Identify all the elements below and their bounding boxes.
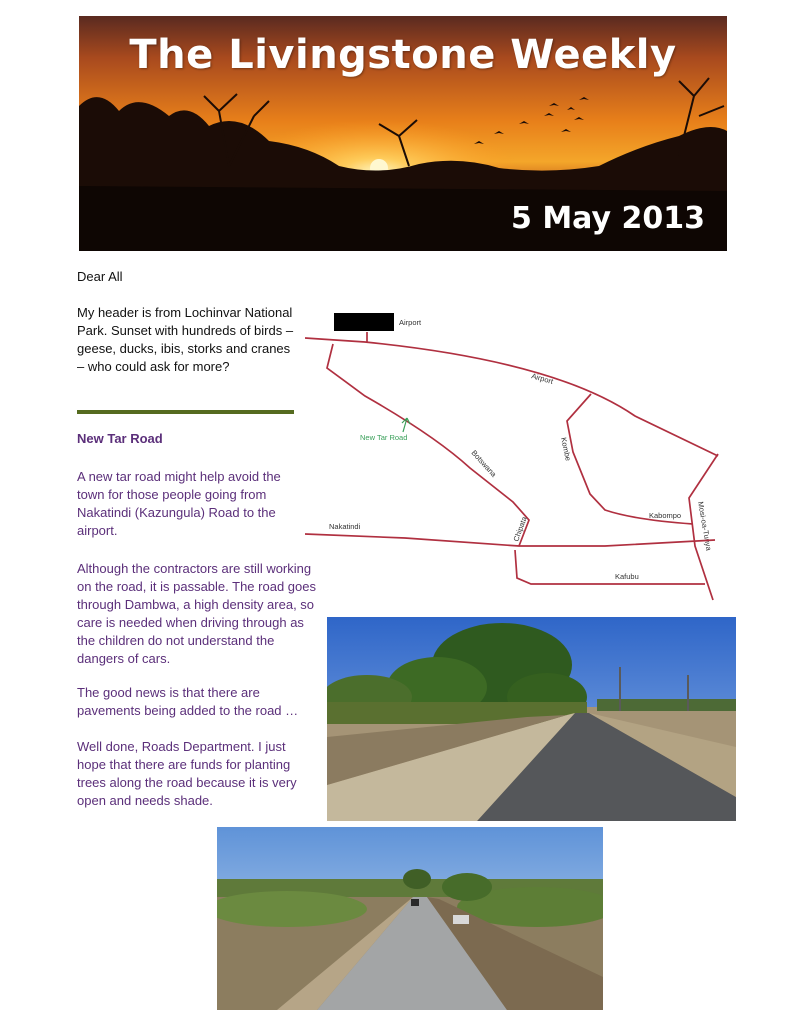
map-label-nakatindi: Nakatindi: [329, 522, 361, 531]
greeting: Dear All: [77, 269, 123, 284]
paragraph: Although the contractors are still working on the road, it is passable. The road goes through Dambwa, a high density area, so care is needed when driving through as the children do not understand the dangers of cars.: [77, 561, 316, 666]
road-photo-1: [327, 617, 736, 821]
map-label-kombe: Kombe: [559, 436, 573, 462]
header-banner: [79, 16, 727, 251]
map-label-chipata: Chipata: [511, 515, 529, 543]
new-road-arrow: [402, 418, 410, 432]
road-kafubu: [515, 550, 705, 584]
map-label-botswana: Botswana: [469, 448, 499, 479]
section-title: New Tar Road: [77, 431, 163, 446]
road-botswana: [327, 344, 529, 546]
road-nakatindi: [305, 534, 715, 546]
paragraph: Well done, Roads Department. I just hope that there are funds for planting trees along the road because it is very open and needs shade.: [77, 739, 297, 808]
map-label-airport-road: Airport: [530, 371, 555, 387]
redacted-box: [334, 313, 394, 331]
map-label-airport-top: Airport: [399, 318, 422, 327]
road-photo-2: [217, 827, 603, 1010]
paragraph: The good news is that there are pavements being added to the road …: [77, 685, 299, 718]
paragraph: A new tar road might help avoid the town for those people going from Nakatindi (Kazungula) Road to the airport.: [77, 469, 281, 538]
newsletter-title: The Livingstone Weekly: [129, 32, 677, 78]
road-map: [305, 306, 725, 602]
section-divider: [77, 410, 294, 414]
map-label-kafubu: Kafubu: [615, 572, 639, 581]
map-label-kabompo: Kabompo: [649, 511, 682, 520]
map-label-mosi-oa-tunya: Mosi-oa-Tunya: [696, 500, 714, 552]
intro-paragraph: My header is from Lochinvar National Park. Sunset with hundreds of birds – geese, ducks, ibis, storks and cranes – who could ask for more?: [77, 305, 294, 374]
newsletter-date: 5 May 2013: [511, 201, 705, 236]
map-label-new-tar-road: New Tar Road: [360, 433, 408, 442]
